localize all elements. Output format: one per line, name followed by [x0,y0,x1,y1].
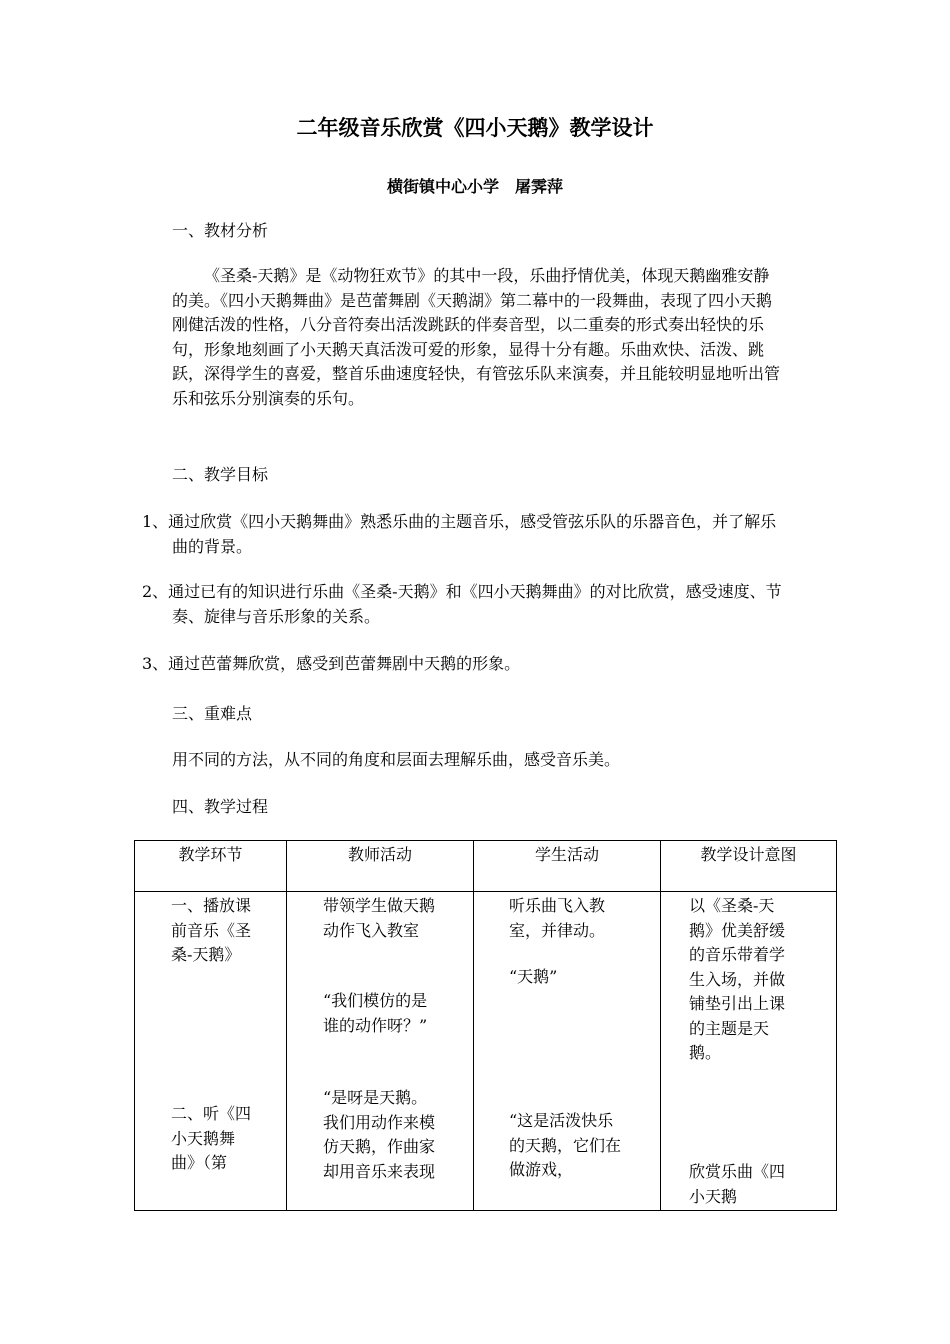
analysis-paragraph: 《圣桑-天鹅》是《动物狂欢节》的其中一段，乐曲抒情优美，体现天鹅幽雅安静的美。《四小天鹅舞曲》是芭蕾舞剧《天鹅湖》第二幕中的一段舞曲，表现了四小天鹅刚健活泼的性格，八分音符奏出活泼跳跃的伴奏音型，以二重奏的形式奏出轻快的乐句，形象地刻画了小天鹅天真活泼可爱的形象，显得十分有趣。乐曲欢快、活泼、跳跃，深得学生的喜爱，整首乐曲速度轻快，有管弦乐队来演奏，并且能较明显地听出管乐和弦乐分别演奏的乐句。 [172,266,781,408]
design-intent-2: 欣赏乐曲《四小天鹅 [689,1162,786,1206]
author-line [0,174,950,197]
section-heading-goals: 二、教学目标 [172,465,269,484]
student-cell [474,892,661,1211]
header-stage: 教学环节 [178,845,243,864]
teacher-activity-2: “我们模仿的是谁的动作呀？” [323,991,428,1035]
header-teacher: 教师活动 [347,845,412,864]
author-school: 横街镇中心小学 [386,177,499,196]
table-header-row [135,841,837,892]
goal-item-1: 1、通过欣赏《四小天鹅舞曲》熟悉乐曲的主题音乐，感受管弦乐队的乐器音色，并了解乐曲的背景。 [142,512,777,556]
header-student: 学生活动 [534,845,599,864]
header-cell [474,841,661,892]
teacher-activity-1: 带领学生做天鹅动作飞入教室 [323,896,436,940]
section-heading-analysis: 一、教材分析 [172,221,269,240]
intent-cell [661,892,837,1211]
document-title: 二年级音乐欣赏《四小天鹅》教学设计 [296,116,654,140]
section-heading-process: 四、教学过程 [172,797,269,816]
goal-item-2: 2、通过已有的知识进行乐曲《圣桑-天鹅》和《四小天鹅舞曲》的对比欣赏，感受速度、节奏、旋律与音乐形象的关系。 [142,582,782,626]
author-name: 屠霁萍 [515,177,564,196]
student-activity-3: “这是活泼快乐的天鹅，它们在做游戏， [509,1111,622,1179]
header-intent: 教学设计意图 [700,845,797,864]
student-activity-1: 听乐曲飞入教室，并律动。 [509,896,606,940]
goal-item-3: 3、通过芭蕾舞欣赏，感受到芭蕾舞剧中天鹅的形象。 [142,654,521,673]
header-cell [661,841,837,892]
teacher-activity-3: “是呀是天鹅。我们用动作来模仿天鹅，作曲家却用音乐来表现 [323,1088,436,1181]
header-cell [287,841,474,892]
stage-1-text: 一、播放课前音乐《圣桑-天鹅》 [171,896,252,964]
teaching-process-table [134,840,837,1211]
header-cell [135,841,287,892]
teacher-cell [287,892,474,1211]
table-row [135,892,837,1211]
design-intent-1: 以《圣桑-天鹅》优美舒缓的音乐带着学生入场，并做铺垫引出上课的主题是天鹅。 [689,896,786,1062]
stage-cell [135,892,287,1211]
stage-2-text: 二、听《四小天鹅舞曲》（第 [171,1104,252,1172]
key-points-text: 用不同的方法，从不同的角度和层面去理解乐曲，感受音乐美。 [172,750,621,769]
section-heading-key-points: 三、重难点 [172,704,253,723]
student-activity-2: “天鹅” [509,967,558,986]
